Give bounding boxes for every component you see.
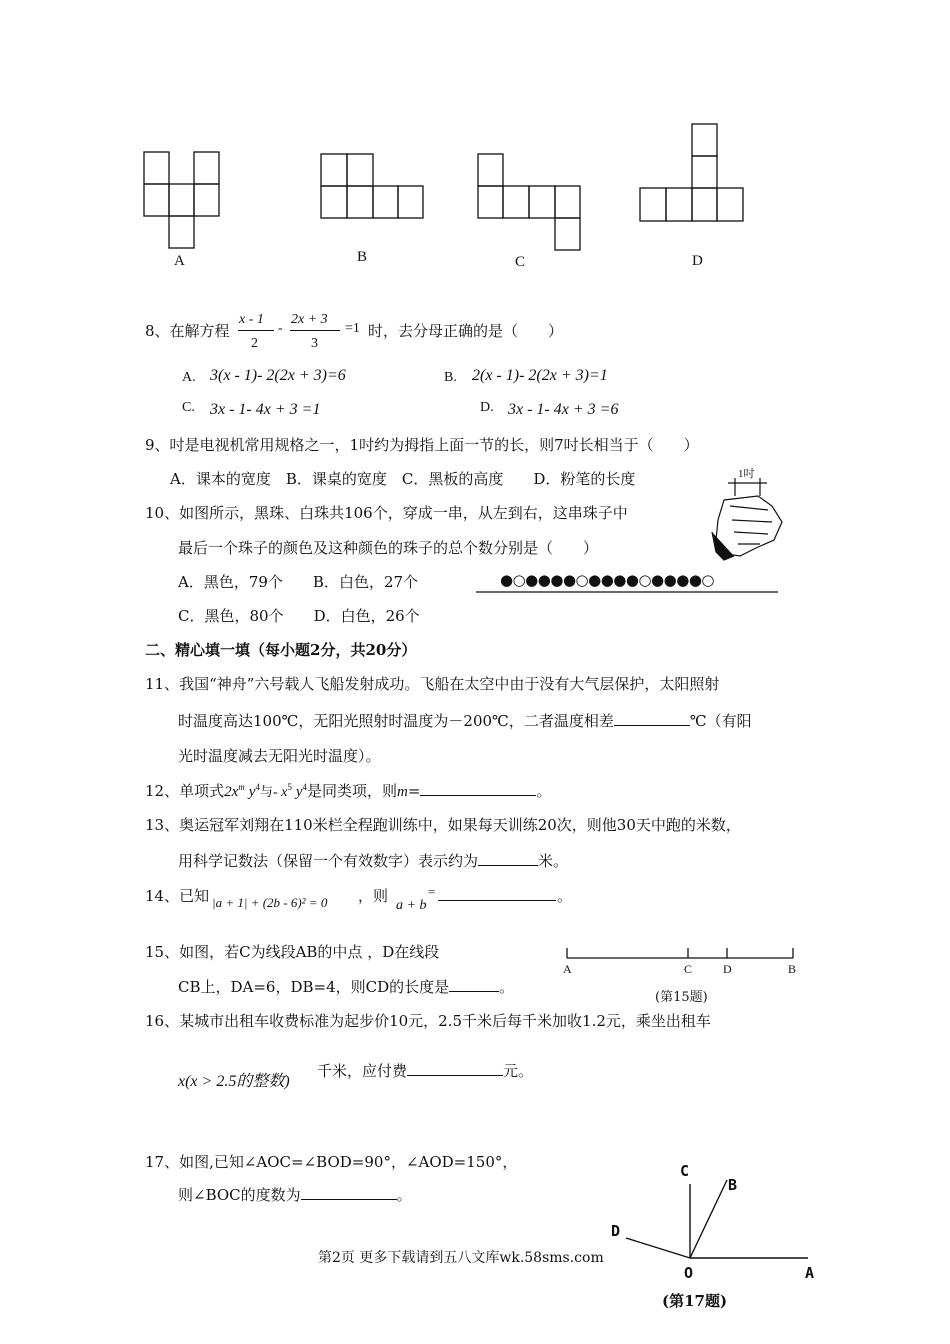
q8-frac2-num: 2x + 3 bbox=[291, 312, 328, 327]
q9-stem: 9、吋是电视机常用规格之一，1吋约为拇指上面一节的长，则7吋长相当于（ ） bbox=[145, 436, 699, 454]
q14-eq: = bbox=[428, 884, 436, 899]
q8-frac2-bar bbox=[290, 330, 340, 331]
q17-line2-text: 则∠BOC的度数为 bbox=[178, 1186, 301, 1204]
q8-frac1-num: x - 1 bbox=[239, 312, 264, 327]
q11-line2-text: 时温度高达100℃，无阳光照射时温度为－200℃，二者温度相差 bbox=[178, 712, 614, 730]
q15-caption: (第15题) bbox=[655, 990, 708, 1005]
q8-option-c: 3x - 1- 4x + 3 =1 bbox=[210, 401, 321, 418]
q9-figure-label: 1吋 bbox=[738, 468, 755, 480]
q15-point-d: D bbox=[723, 962, 732, 976]
q14-end: 。 bbox=[557, 887, 573, 905]
q8-option-a-label: A. bbox=[182, 370, 196, 385]
q15-line2-text: CB上，DA=6，DB=4，则CD的长度是 bbox=[178, 978, 450, 996]
q13-line2 bbox=[178, 850, 568, 871]
q12-suffix: 是同类项，则 bbox=[307, 782, 398, 800]
q10-options-cd: C．黑色，80个 D．白色，26个 bbox=[178, 607, 420, 625]
angle-figure bbox=[626, 1180, 808, 1258]
q10-bead-string: ●○●●●●○●●●●○●●●●○ bbox=[500, 571, 715, 589]
q16-line2-text: 千米，应付费 bbox=[317, 1062, 408, 1080]
q12-mono1-exp2: 4 bbox=[255, 782, 260, 792]
q16-line2 bbox=[317, 1060, 533, 1081]
net-b bbox=[321, 154, 423, 218]
q8-option-b-label: B. bbox=[444, 370, 457, 385]
q15-line1: 15、如图，若C为线段AB的中点 ，D在线段 bbox=[145, 943, 440, 961]
q9-options: A．课本的宽度 B．课桌的宽度 C．黑板的高度 D．粉笔的长度 bbox=[170, 470, 636, 488]
q12-mono1-y: y bbox=[248, 784, 256, 800]
q15-line2-end: 。 bbox=[499, 978, 515, 996]
q12-end: 。 bbox=[536, 782, 552, 800]
q14-prefix: 14、已知 bbox=[145, 887, 210, 905]
q8-frac1-den: 2 bbox=[251, 336, 258, 351]
q16-expr: x(x > 2.5的整数) bbox=[178, 1073, 290, 1090]
q14-expr: |a + 1| + (2b - 6)² = 0 bbox=[212, 895, 328, 910]
q12-mono1: 2x bbox=[224, 784, 239, 800]
q12-mono2-exp2: 4 bbox=[302, 782, 308, 792]
q13-line2-text: 用科学记数法（保留一个有效数字）表示约为 bbox=[178, 852, 479, 870]
net-a bbox=[144, 152, 219, 248]
q8-eq-rhs: =1 bbox=[345, 321, 360, 336]
q17-point-d: D bbox=[611, 1222, 621, 1240]
q10-options-ab: A．黑色，79个 B．白色，27个 bbox=[178, 573, 419, 591]
q8-option-c-label: C. bbox=[182, 400, 195, 415]
section-2-title: 二、精心填一填（每小题2分，共20分） bbox=[145, 641, 417, 659]
q11-line2 bbox=[178, 710, 752, 731]
q11-line1: 11、我国“神舟”六号载人飞船发射成功。飞船在太空中由于没有大气层保护，太阳照射 bbox=[145, 675, 720, 693]
q12-prefix: 12、单项式 bbox=[145, 782, 225, 800]
q8-frac1-bar bbox=[238, 330, 274, 331]
q17-point-a: A bbox=[805, 1264, 815, 1282]
q17-caption: (第17题) bbox=[662, 1292, 728, 1310]
q12-mono2: - x bbox=[272, 785, 288, 800]
q8-option-a: 3(x - 1)- 2(2x + 3)=6 bbox=[210, 367, 346, 384]
q13-line2-unit: 米。 bbox=[538, 852, 569, 870]
q17-line1: 17、如图,已知∠AOC=∠BOD=90°，∠AOD=150°， bbox=[145, 1153, 518, 1171]
q12-var: m bbox=[397, 784, 408, 800]
page-footer: 第2页 更多下载请到五八文库wk.58sms.com bbox=[318, 1250, 604, 1266]
q12-mono2-y: y bbox=[295, 784, 303, 800]
q12-eq: = bbox=[407, 782, 421, 800]
q16-line2-unit: 元。 bbox=[503, 1062, 534, 1080]
q17-point-o: O bbox=[684, 1264, 694, 1282]
q8-stem-suffix: 时，去分母正确的是（ ） bbox=[368, 322, 564, 340]
q8-option-d-label: D. bbox=[480, 400, 494, 415]
q11-line2-unit: ℃（有阳 bbox=[689, 712, 752, 730]
q8-stem-prefix: 8、在解方程 bbox=[145, 322, 230, 340]
q14-mid: ，则 bbox=[358, 887, 389, 905]
q10-line2: 最后一个珠子的颜色及这种颜色的珠子的总个数分别是（ ） bbox=[178, 539, 599, 557]
q17-answer-blank[interactable] bbox=[301, 1185, 397, 1200]
net-c-label: C bbox=[515, 254, 526, 270]
q13-line1: 13、奥运冠军刘翔在110米栏全程跑训练中，如果每天训练20次，则他30天中跑的米数， bbox=[145, 816, 741, 834]
net-d-label: D bbox=[692, 253, 703, 269]
q14-ask: a + b bbox=[396, 898, 427, 913]
q15-point-c: C bbox=[684, 962, 693, 976]
q16-line1: 16、某城市出租车收费标准为起步价10元，2.5千米后每千米加收1.2元，乘坐出租车 bbox=[145, 1012, 711, 1030]
q17-line2 bbox=[178, 1184, 412, 1205]
q12-mid: 与 bbox=[259, 785, 273, 800]
q15-point-a: A bbox=[563, 962, 572, 976]
q15-line2 bbox=[178, 976, 514, 997]
net-c bbox=[478, 154, 580, 250]
q16-answer-blank[interactable] bbox=[407, 1061, 503, 1076]
net-b-label: B bbox=[357, 249, 368, 265]
q12-mono2-exp1: 5 bbox=[287, 782, 292, 792]
q8-frac2-den: 3 bbox=[311, 336, 318, 351]
q12-mono1-exp1: m bbox=[238, 782, 245, 792]
net-a-label: A bbox=[174, 253, 185, 269]
q17-point-b: B bbox=[728, 1176, 738, 1194]
q15-point-b: B bbox=[788, 962, 797, 976]
q11-line3: 光时温度减去无阳光时温度）。 bbox=[178, 747, 381, 765]
q10-line1: 10、如图所示，黑珠、白珠共106个，穿成一串，从左到右，这串珠子中 bbox=[145, 504, 628, 522]
q14-answer-blank[interactable] bbox=[438, 900, 556, 901]
segment-figure bbox=[567, 948, 793, 958]
q11-answer-blank[interactable] bbox=[614, 711, 690, 726]
q17-line2-end: 。 bbox=[396, 1186, 412, 1204]
q13-answer-blank[interactable] bbox=[478, 851, 538, 866]
net-d bbox=[640, 124, 743, 221]
q8-minus: - bbox=[278, 321, 283, 336]
q17-point-c: C bbox=[680, 1162, 690, 1180]
q8-option-b: 2(x - 1)- 2(2x + 3)=1 bbox=[472, 367, 608, 384]
q15-answer-blank[interactable] bbox=[449, 977, 499, 992]
q8-option-d: 3x - 1- 4x + 3 =6 bbox=[508, 401, 619, 418]
q12-answer-blank[interactable] bbox=[420, 781, 536, 796]
thumb-inch-figure bbox=[712, 478, 782, 560]
q12-line bbox=[145, 780, 551, 801]
